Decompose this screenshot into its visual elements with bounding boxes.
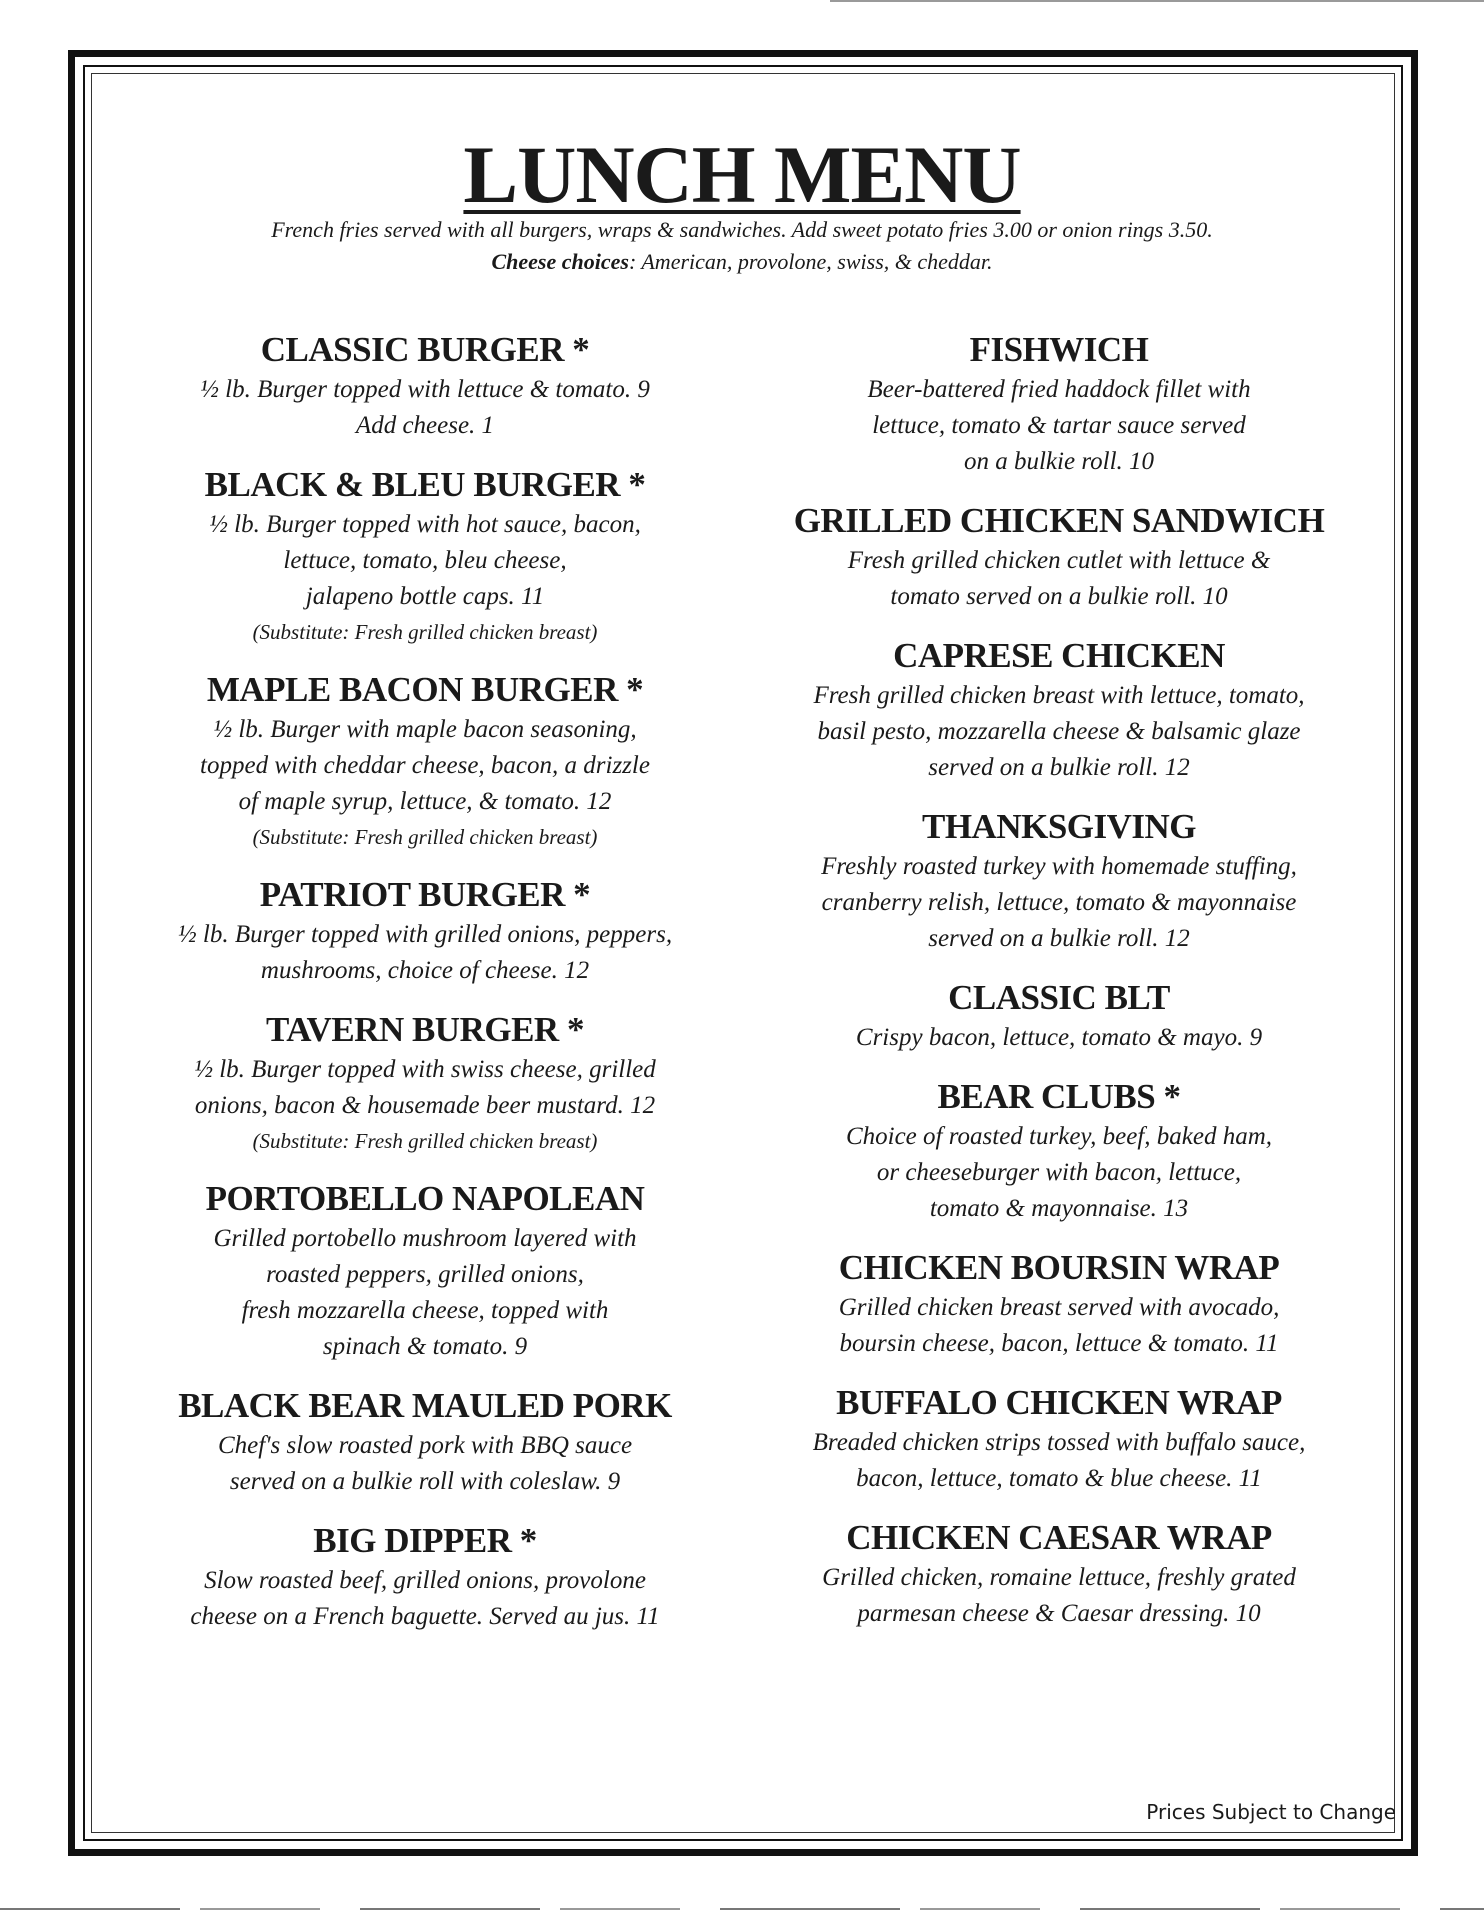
description-line: spinach & tomato. 9 xyxy=(322,1333,528,1360)
menu-item-name: CHICKEN CAESAR WRAP xyxy=(846,1518,1272,1557)
menu-item-description xyxy=(764,1290,1354,1362)
cheese-label: Cheese choices xyxy=(491,249,629,274)
menu-notes xyxy=(0,214,1484,278)
description-line: Grilled chicken, romaine lettuce, freshly grated xyxy=(822,1564,1296,1591)
description-line: Chef's slow roasted pork with BBQ sauce xyxy=(217,1432,633,1459)
description-line: parmesan cheese & Caesar dressing. 10 xyxy=(857,1600,1261,1627)
menu-item-name: BUFFALO CHICKEN WRAP xyxy=(836,1383,1282,1422)
menu-item xyxy=(130,1177,720,1365)
description-line: ½ lb. Burger topped with swiss cheese, grilled xyxy=(194,1056,656,1083)
description-line: lettuce, tomato & tartar sauce served xyxy=(872,412,1246,439)
menu-item xyxy=(764,976,1354,1056)
menu-item-description xyxy=(764,1119,1354,1227)
description-line: of maple syrup, lettuce, & tomato. 12 xyxy=(238,788,612,815)
menu-item-name: THANKSGIVING xyxy=(921,807,1197,846)
description-line: Beer-battered fried haddock fillet with xyxy=(867,376,1251,403)
description-line: Add cheese. 1 xyxy=(355,412,495,439)
menu-item xyxy=(764,1516,1354,1632)
menu-item-description xyxy=(130,1052,720,1124)
description-line: fresh mozzarella cheese, topped with xyxy=(241,1297,609,1324)
description-line: Breaded chicken strips tossed with buffalo sauce, xyxy=(812,1429,1306,1456)
substitute-note: (Substitute: Fresh grilled chicken breast) xyxy=(252,1129,598,1153)
menu-item-description xyxy=(130,1221,720,1365)
menu-item-description xyxy=(764,1425,1354,1497)
description-line: lettuce, tomato, bleu cheese, xyxy=(283,547,567,574)
menu-item xyxy=(130,668,720,854)
menu-title: LUNCH MENU xyxy=(463,129,1021,220)
substitute-note: (Substitute: Fresh grilled chicken breast) xyxy=(252,620,598,644)
description-line: served on a bulkie roll. 12 xyxy=(928,925,1190,952)
menu-item xyxy=(130,328,720,444)
description-line: tomato & mayonnaise. 13 xyxy=(929,1195,1189,1222)
description-line: ½ lb. Burger with maple bacon seasoning, xyxy=(213,716,637,743)
description-line: served on a bulkie roll. 12 xyxy=(928,754,1190,781)
cheese-note xyxy=(0,246,1484,278)
menu-item-description xyxy=(764,1560,1354,1632)
description-line: topped with cheddar cheese, bacon, a drizzle xyxy=(200,752,650,779)
menu-item xyxy=(764,1075,1354,1227)
menu-item xyxy=(764,805,1354,957)
scan-edge-bottom xyxy=(0,1908,1484,1910)
menu-item-name: FISHWICH xyxy=(969,330,1149,369)
menu-item-name: MAPLE BACON BURGER * xyxy=(206,670,644,709)
fries-note: French fries served with all burgers, wraps & sandwiches. Add sweet potato fries 3.00 or onion rings 3.50. xyxy=(271,217,1213,242)
description-line: Fresh grilled chicken breast with lettuce, tomato, xyxy=(813,682,1305,709)
description-line: ½ lb. Burger topped with hot sauce, bacon, xyxy=(209,511,641,538)
menu-item xyxy=(764,1381,1354,1497)
menu-item-description xyxy=(764,1020,1354,1056)
description-line: Grilled chicken breast served with avocado, xyxy=(838,1294,1280,1321)
menu-item-name: BLACK & BLEU BURGER * xyxy=(204,465,646,504)
menu-item-name: PATRIOT BURGER * xyxy=(259,875,591,914)
menu-item xyxy=(130,1519,720,1635)
menu-item-name: CLASSIC BLT xyxy=(948,978,1170,1017)
menu-item-name: CAPRESE CHICKEN xyxy=(893,636,1225,675)
description-line: bacon, lettuce, tomato & blue cheese. 11 xyxy=(856,1465,1262,1492)
prices-note: Prices Subject to Change xyxy=(1146,1800,1396,1824)
menu-item-description xyxy=(764,849,1354,957)
description-line: Crispy bacon, lettuce, tomato & mayo. 9 xyxy=(855,1024,1263,1051)
description-line: onions, bacon & housemade beer mustard. 12 xyxy=(194,1092,656,1119)
description-line: mushrooms, choice of cheese. 12 xyxy=(260,957,590,984)
menu-item-name: PORTOBELLO NAPOLEAN xyxy=(205,1179,645,1218)
menu-item-description xyxy=(764,678,1354,786)
menu-item-description xyxy=(130,1563,720,1635)
menu-item-name: BEAR CLUBS * xyxy=(937,1077,1181,1116)
scan-edge-top xyxy=(830,0,1484,2)
description-line: cheese on a French baguette. Served au jus. 11 xyxy=(190,1603,660,1630)
description-line: jalapeno bottle caps. 11 xyxy=(305,583,545,610)
menu-item-name: TAVERN BURGER * xyxy=(266,1010,584,1049)
menu-item-description xyxy=(130,712,720,820)
menu-item xyxy=(130,463,720,649)
menu-item xyxy=(764,1246,1354,1362)
menu-item-name: BIG DIPPER * xyxy=(313,1521,537,1560)
menu-item xyxy=(130,873,720,989)
description-line: Freshly roasted turkey with homemade stuffing, xyxy=(821,853,1297,880)
menu-item-name: CHICKEN BOURSIN WRAP xyxy=(838,1248,1280,1287)
description-line: ½ lb. Burger topped with lettuce & tomato. 9 xyxy=(200,376,650,403)
substitute-note: (Substitute: Fresh grilled chicken breast) xyxy=(252,825,598,849)
description-line: ½ lb. Burger topped with grilled onions, peppers, xyxy=(177,921,673,948)
menu-item xyxy=(764,634,1354,786)
menu-item xyxy=(130,1384,720,1500)
menu-item-description xyxy=(764,543,1354,615)
description-line: boursin cheese, bacon, lettuce & tomato. 11 xyxy=(839,1330,1279,1357)
menu-item-description xyxy=(130,1428,720,1500)
description-line: on a bulkie roll. 10 xyxy=(963,448,1155,475)
left-menu-column xyxy=(130,328,720,1654)
description-line: Grilled portobello mushroom layered with xyxy=(213,1225,637,1252)
description-line: Fresh grilled chicken cutlet with lettuce & xyxy=(847,547,1271,574)
menu-item-description xyxy=(130,507,720,615)
description-line: tomato served on a bulkie roll. 10 xyxy=(890,583,1228,610)
menu-item-description xyxy=(764,372,1354,480)
menu-item xyxy=(764,499,1354,615)
menu-item-name: BLACK BEAR MAULED PORK xyxy=(178,1386,672,1425)
description-line: Choice of roasted turkey, beef, baked ham, xyxy=(845,1123,1273,1150)
menu-item-description xyxy=(130,372,720,444)
description-line: served on a bulkie roll with coleslaw. 9 xyxy=(229,1468,621,1495)
description-line: Slow roasted beef, grilled onions, provolone xyxy=(204,1567,646,1594)
description-line: roasted peppers, grilled onions, xyxy=(266,1261,584,1288)
menu-item xyxy=(764,328,1354,480)
menu-item-name: GRILLED CHICKEN SANDWICH xyxy=(793,501,1325,540)
description-line: cranberry relish, lettuce, tomato & mayonnaise xyxy=(821,889,1297,916)
menu-item-name: CLASSIC BURGER * xyxy=(260,330,590,369)
description-line: or cheeseburger with bacon, lettuce, xyxy=(876,1159,1242,1186)
menu-item xyxy=(130,1008,720,1158)
description-line: basil pesto, mozzarella cheese & balsamic glaze xyxy=(817,718,1301,745)
menu-item-description xyxy=(130,917,720,989)
right-menu-column xyxy=(764,328,1354,1651)
cheese-list: : American, provolone, swiss, & cheddar. xyxy=(628,249,993,274)
